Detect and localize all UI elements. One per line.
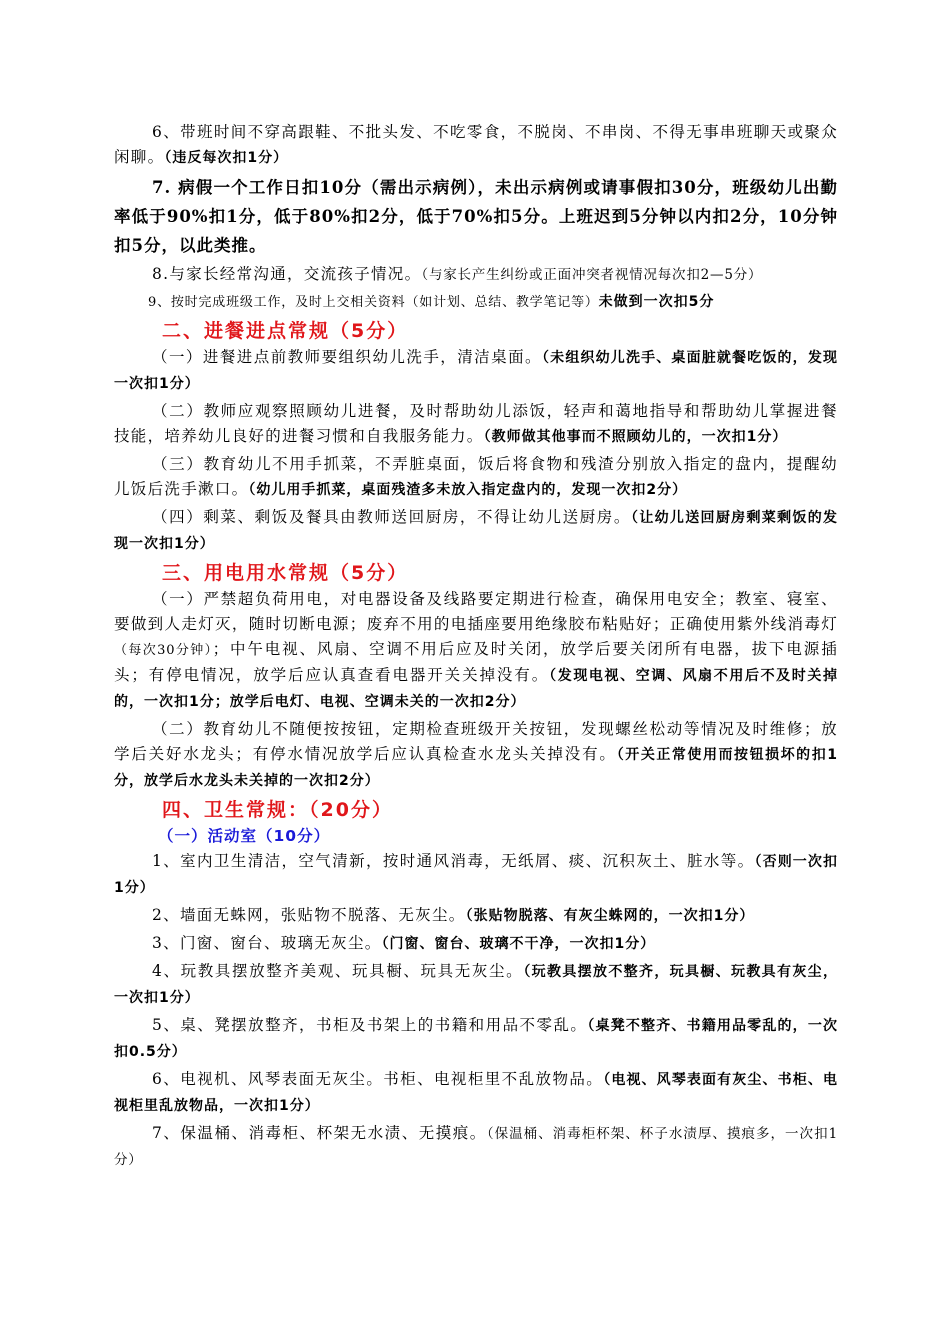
item-7-text: 7. 病假一个工作日扣10分（需出示病例），未出示病例或请事假扣30分，班级幼儿出勤率低于90%扣1分，低于80%扣2分，低于70%扣5分。上班迟到5分钟以内扣2分，10分钟扣5分，以此类推。 bbox=[114, 178, 838, 255]
item-9-text: 9、按时完成班级工作，及时上交相关资料（如计划、总结、教学笔记等） bbox=[148, 295, 599, 310]
section-2-item-1 bbox=[114, 345, 838, 397]
section-4-item-3 bbox=[114, 931, 838, 957]
item-6-note: （违反每次扣1分） bbox=[164, 150, 289, 166]
section-4-subtitle: （一）活动室（10分） bbox=[158, 827, 331, 845]
item-6 bbox=[114, 120, 838, 171]
section-4-item-5 bbox=[114, 1013, 838, 1065]
item-note: （发现电视、空调、风扇不用后不及时关掉的，一次扣1分；放学后电灯、电视、空调未关的一次扣2分） bbox=[114, 668, 838, 710]
item-note: （保温桶、消毒柜杯架、杯子水渍厚、摸痕多，一次扣1分） bbox=[114, 1126, 838, 1168]
item-note: （教师做其他事而不照顾幼儿的，一次扣1分） bbox=[483, 429, 788, 445]
item-note: （开关正常使用而按钮损坏的扣1分，放学后水龙头未关掉的一次扣2分） bbox=[114, 747, 838, 789]
item-small-text: （每次30分钟） bbox=[114, 643, 213, 658]
item-note: （让幼儿送回厨房剩菜剩饭的发现一次扣1分） bbox=[114, 510, 839, 552]
item-note: （张贴物脱落、有灰尘蛛网的，一次扣1分） bbox=[465, 908, 755, 924]
item-8-note: （与家长产生纠纷或正面冲突者视情况每次扣2—5分） bbox=[421, 267, 763, 283]
section-2-item-3 bbox=[114, 452, 838, 503]
item-text: （一）严禁超负荷用电，对电器设备及线路要定期进行检查，确保用电安全；教室、寝室、要做到人走灯灭，随时切断电源；废弃不用的电插座要用绝缘胶布粘贴好；正确使用紫外线消毒灯 bbox=[114, 590, 838, 633]
item-text: （二）教师应观察照顾幼儿进餐，及时帮助幼儿添饭，轻声和蔼地指导和帮助幼儿掌握进餐技能，培养幼儿良好的进餐习惯和自我服务能力。 bbox=[114, 402, 838, 445]
section-2-item-4 bbox=[114, 505, 838, 557]
item-note: （桌凳不整齐、书籍用品零乱的，一次扣0.5分） bbox=[114, 1018, 838, 1060]
item-text: 2、墙面无蛛网，张贴物不脱落、无灰尘。 bbox=[152, 906, 466, 924]
item-9 bbox=[114, 290, 838, 315]
section-3-title: 三、用电用水常规（5分） bbox=[162, 562, 409, 584]
section-4-item-4 bbox=[114, 959, 838, 1011]
section-4-item-1 bbox=[114, 849, 838, 901]
item-text: 6、电视机、风琴表面无灰尘。书柜、电视柜里不乱放物品。 bbox=[152, 1070, 604, 1088]
section-3-item-2 bbox=[114, 717, 838, 794]
item-text: （一）进餐进点前教师要组织幼儿洗手，清洁桌面。 bbox=[152, 348, 543, 366]
item-text-continued: ；中午电视、风扇、空调不用后应及时关闭，放学后要关闭所有电器，拔下电源插头；有停电情况，放学后应认真查看电器开关关掉没有。 bbox=[114, 640, 838, 684]
section-4-title: 四、卫生常规：（20分） bbox=[162, 799, 393, 821]
item-text: （四）剩菜、剩饭及餐具由教师送回厨房，不得让幼儿送厨房。 bbox=[152, 508, 632, 526]
section-4-item-7 bbox=[114, 1121, 838, 1173]
item-note: （否则一次扣1分） bbox=[114, 854, 838, 896]
section-3-item-1 bbox=[114, 587, 838, 715]
item-text: （三）教育幼儿不用手抓菜，不弄脏桌面，饭后将食物和残渣分别放入指定的盘内，提醒幼儿饭后洗手漱口。 bbox=[114, 455, 838, 498]
section-4-item-2 bbox=[114, 903, 838, 929]
section-2-item-2 bbox=[114, 399, 838, 450]
item-9-note: 未做到一次扣5分 bbox=[598, 294, 715, 310]
item-text: 7、保温桶、消毒柜、杯架无水渍、无摸痕。 bbox=[152, 1124, 487, 1142]
item-note: （电视、风琴表面有灰尘、书柜、电视柜里乱放物品，一次扣1分） bbox=[114, 1072, 838, 1114]
item-text: （二）教育幼儿不随便按按钮，定期检查班级开关按钮，发现螺丝松动等情况及时维修；放学后关好水龙头；有停水情况放学后应认真检查水龙头关掉没有。 bbox=[114, 720, 838, 763]
item-text: 4、玩教具摆放整齐美观、玩具橱、玩具无灰尘。 bbox=[152, 962, 524, 980]
item-8-text: 8.与家长经常沟通，交流孩子情况。 bbox=[152, 265, 422, 283]
item-note: （幼儿用手抓菜，桌面残渣多未放入指定盘内的，发现一次扣2分） bbox=[248, 482, 688, 498]
section-2-title: 二、进餐进点常规（5分） bbox=[162, 320, 409, 342]
item-7 bbox=[114, 173, 838, 260]
item-text: 5、桌、凳摆放整齐，书柜及书架上的书籍和用品不零乱。 bbox=[152, 1016, 588, 1034]
document-page bbox=[114, 120, 838, 1175]
section-4-item-6 bbox=[114, 1067, 838, 1119]
item-text: 1、室内卫生清洁，空气清新，按时通风消毒，无纸屑、痰、沉积灰土、脏水等。 bbox=[152, 852, 755, 870]
item-8 bbox=[114, 262, 838, 288]
item-6-text: 6、带班时间不穿高跟鞋、不批头发、不吃零食，不脱岗、不串岗、不得无事串班聊天或聚众闲聊。 bbox=[114, 123, 838, 166]
item-text: 3、门窗、窗台、玻璃无灰尘。 bbox=[152, 934, 382, 952]
item-note: （未组织幼儿洗手、桌面脏就餐吃饭的，发现一次扣1分） bbox=[114, 350, 838, 392]
item-note: （玩教具摆放不整齐，玩具橱、玩教具有灰尘，一次扣1分） bbox=[114, 964, 839, 1006]
item-note: （门窗、窗台、玻璃不干净，一次扣1分） bbox=[381, 936, 656, 952]
